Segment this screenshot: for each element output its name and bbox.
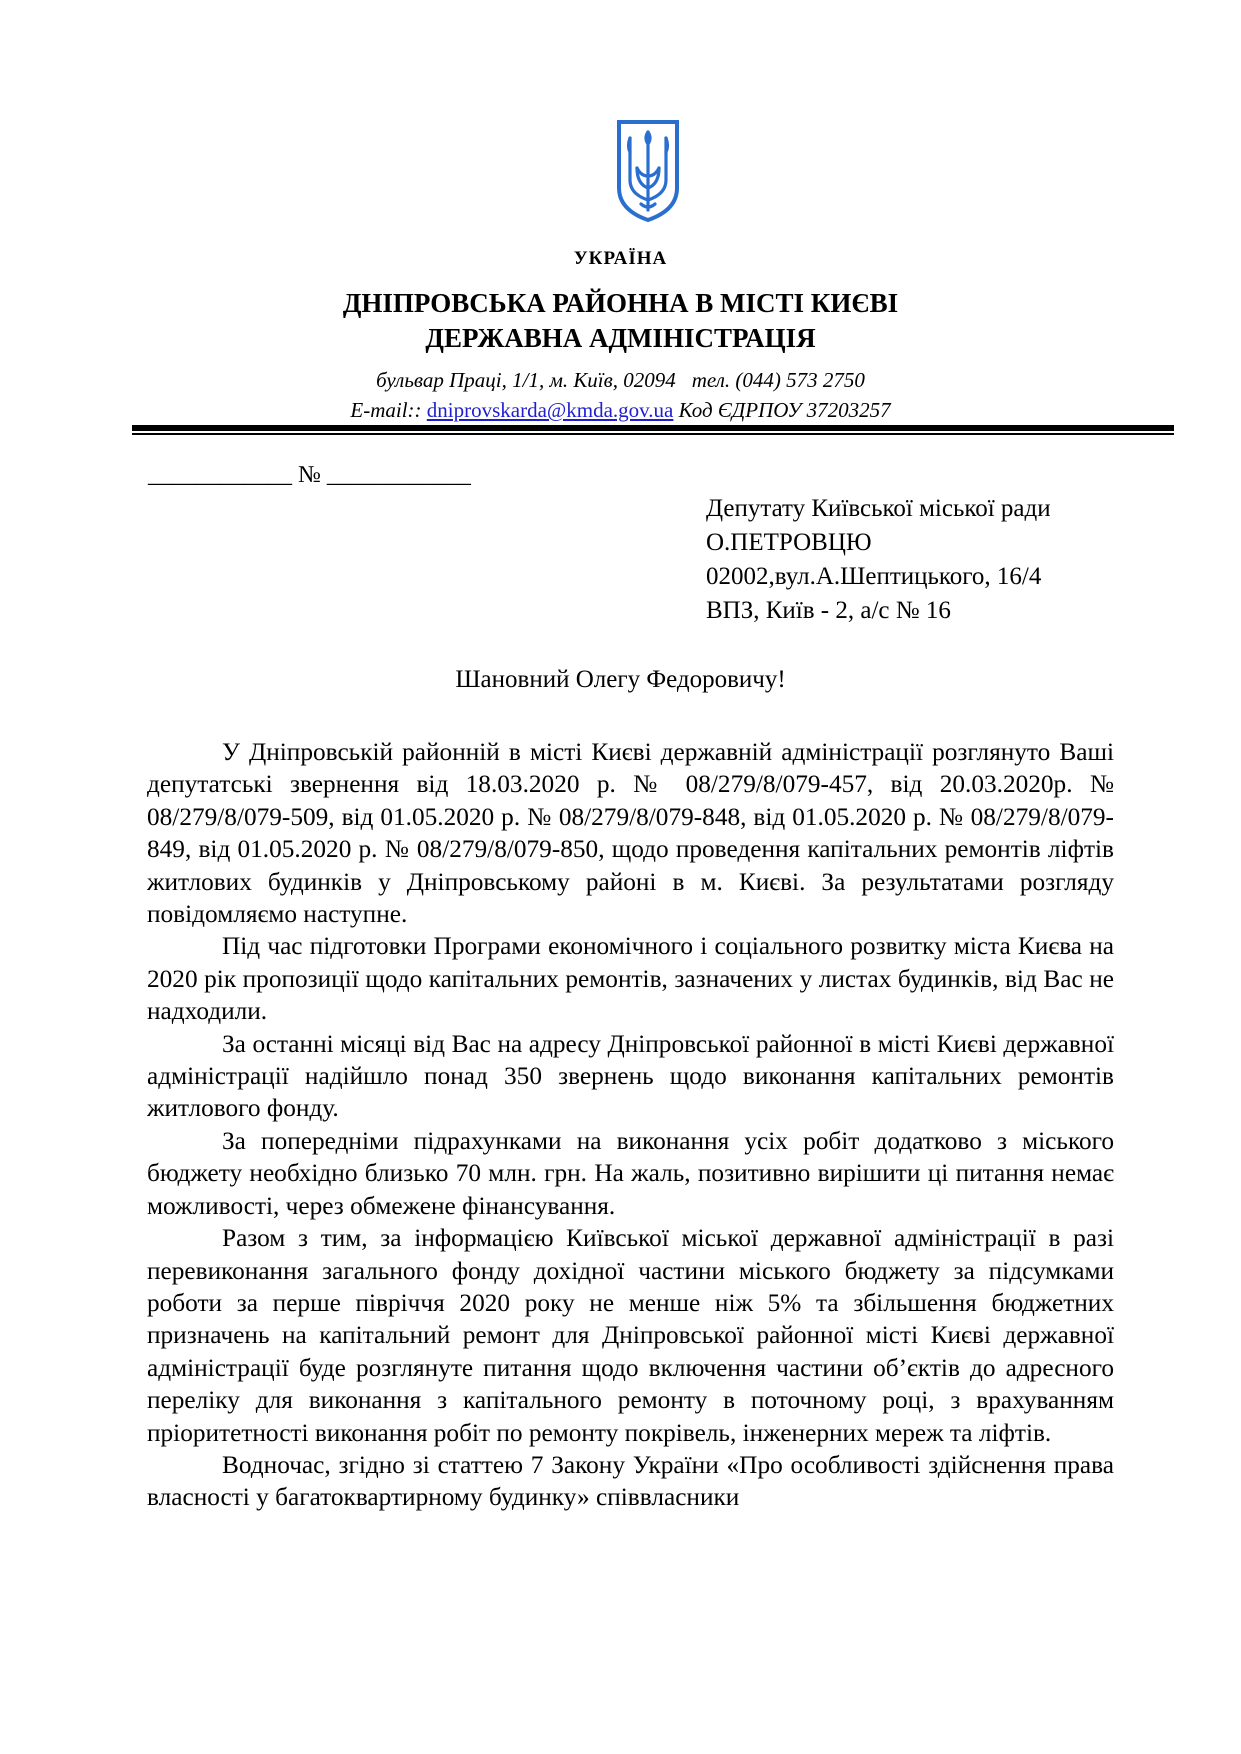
phone-number: тел. (044) 573 2750 bbox=[691, 368, 865, 392]
address-line bbox=[0, 368, 1241, 393]
country-name: УКРАЇНА bbox=[573, 248, 668, 269]
greeting: Шановний Олегу Федоровичу! bbox=[455, 666, 786, 693]
recipient-title: Депутату Київської міської ради bbox=[706, 495, 1051, 522]
organization-name-line2: ДЕРЖАВНА АДМІНІСТРАЦІЯ bbox=[425, 323, 816, 353]
body-paragraph: За останні місяці від Вас на адресу Дніпровської районної в місті Києві державної адміністрації надійшло понад 350 звернень щодо виконання капітальних ремонтів житлового фонду. bbox=[147, 1029, 1114, 1123]
recipient-name: О.ПЕТРОВЦЮ bbox=[706, 529, 872, 556]
body-paragraph: За попередніми підрахунками на виконання усіх робіт додатково з міського бюджету необхідно близько 70 млн. грн. На жаль, позитивно вирішити ці питання немає можливості, через обмежене фінансування. bbox=[147, 1126, 1114, 1220]
edrpou-code: Код ЄДРПОУ 37203257 bbox=[678, 398, 891, 422]
body-paragraph: Разом з тим, за інформацією Київської міської державної адміністрації в разі перевиконання загального фонду дохідної частини міського бюджету за підсумками роботи за перше півріччя 2020 року не менше ніж 5% та збільшення бюджетних призначень на капітальний ремонт для Дніпровської районної місті Києві державної адміністрації буде розглянуте питання щодо включення частини об’єктів до адресного переліку для виконання з капітального ремонту в поточному році, з врахуванням пріоритетності виконання робіт по ремонту покрівель, інженерних мереж та ліфтів. bbox=[147, 1224, 1114, 1447]
header-divider-thick bbox=[132, 425, 1174, 431]
recipient-block bbox=[706, 492, 1051, 628]
header-divider-thin bbox=[132, 433, 1174, 435]
letter-body bbox=[147, 736, 1114, 1514]
recipient-postbox: ВПЗ, Київ - 2, а/с № 16 bbox=[706, 597, 951, 624]
trident-coat-of-arms-icon bbox=[613, 118, 683, 224]
postal-address: бульвар Праці, 1/1, м. Київ, 02094 bbox=[376, 368, 676, 392]
email-line bbox=[0, 398, 1241, 423]
email-link[interactable]: dniprovskarda@kmda.gov.ua bbox=[426, 398, 674, 422]
body-paragraph: Під час підготовки Програми економічного і соціального розвитку міста Києва на 2020 рік пропозиції щодо капітальних ремонтів, зазначених у листах будинків, від Вас не надходили. bbox=[147, 932, 1114, 1026]
registration-number-line: ____________ № ____________ bbox=[148, 462, 471, 488]
body-paragraph: У Дніпровській районній в місті Києві державній адміністрації розглянуто Ваші депутатські звернення від 18.03.2020 р. № 08/279/8/079-457, від 20.03.2020р. № 08/279/8/079-509, від 01.05.2020 р. № 08/279/8/079-848, від 01.05.2020 р. № 08/279/8/079-849, від 01.05.2020 р. № 08/279/8/079-850, щодо проведення капітальних ремонтів ліфтів житлових будинків у Дніпровському районі в м. Києві. За результатами розгляду повідомляємо наступне. bbox=[147, 738, 1114, 929]
body-paragraph: Водночас, згідно зі статтею 7 Закону України «Про особливості здійснення права власності у багатоквартирному будинку» співвласники bbox=[147, 1450, 1114, 1512]
email-label: E-mail:: bbox=[350, 398, 422, 422]
recipient-street: 02002,вул.А.Шептицького, 16/4 bbox=[706, 563, 1042, 590]
organization-name-line1: ДНІПРОВСЬКА РАЙОННА В МІСТІ КИЄВІ bbox=[342, 288, 899, 318]
